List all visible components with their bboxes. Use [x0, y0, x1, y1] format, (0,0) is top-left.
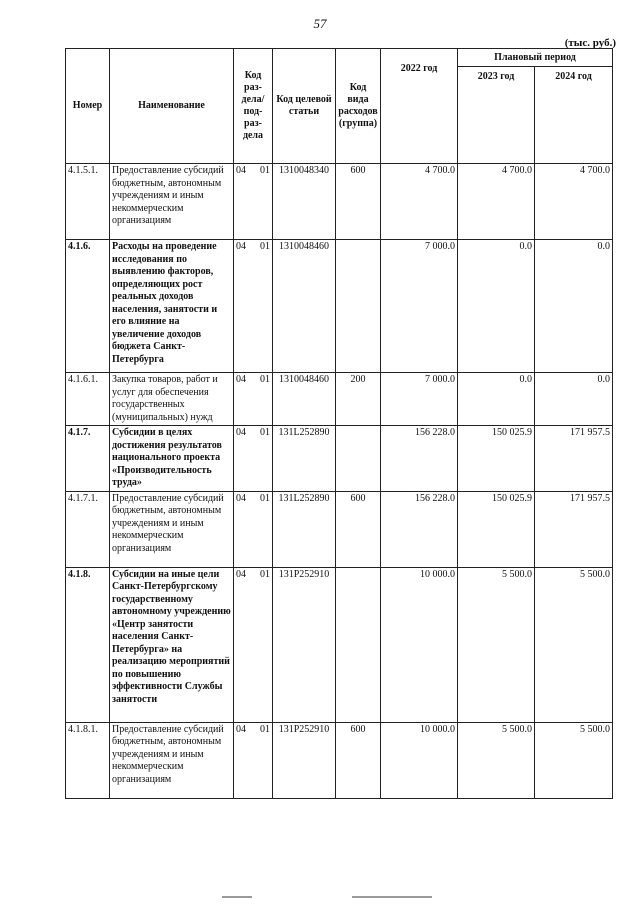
row-name: Субсидии на иные цели Санкт-Петербургскому государственному автономному учреждению «Центр занятости населения Санкт-Петербурга» на реализацию мероприятий по повышению эффективности Службы занятости	[110, 567, 234, 722]
row-name: Предоставление субсидий бюджетным, автономным учреждениям и иным некоммерческим организациям	[110, 164, 234, 240]
row-2023: 4 700.0	[458, 164, 535, 240]
table-row	[66, 373, 613, 426]
row-vid	[336, 426, 381, 492]
row-razdel	[234, 373, 273, 426]
row-razdel	[234, 722, 273, 798]
table-row	[66, 426, 613, 492]
header-target: Код целевой статьи	[273, 49, 336, 164]
row-target: 131L252890	[273, 426, 336, 492]
podrazdel-code: 01	[260, 241, 270, 252]
row-number: 4.1.8.	[66, 567, 110, 722]
row-vid	[336, 240, 381, 373]
row-2022: 10 000.0	[381, 722, 458, 798]
row-razdel	[234, 164, 273, 240]
row-2022: 7 000.0	[381, 240, 458, 373]
row-2024: 4 700.0	[535, 164, 613, 240]
row-razdel	[234, 240, 273, 373]
row-2023: 0.0	[458, 373, 535, 426]
row-target: 131L252890	[273, 491, 336, 567]
row-name: Расходы на проведение исследования по выявлению факторов, определяющих рост реальных доходов населения, занятости и его влияние на увеличение доходов бюджета Санкт-Петербурга	[110, 240, 234, 373]
podrazdel-code: 01	[260, 492, 270, 504]
row-target: 1310048460	[273, 240, 336, 373]
row-target: 1310048460	[273, 373, 336, 426]
row-name: Предоставление субсидий бюджетным, автономным учреждениям и иным некоммерческим организациям	[110, 722, 234, 798]
scan-edge-marks	[0, 896, 640, 905]
row-name: Субсидии в целях достижения результатов национального проекта «Производительность труда»	[110, 426, 234, 492]
row-2024: 171 957.5	[535, 491, 613, 567]
row-2024: 0.0	[535, 373, 613, 426]
row-vid: 600	[336, 164, 381, 240]
table-row	[66, 164, 613, 240]
podrazdel-code: 01	[260, 568, 270, 580]
row-2024: 0.0	[535, 240, 613, 373]
row-2023: 150 025.9	[458, 491, 535, 567]
row-vid: 200	[336, 373, 381, 426]
row-number: 4.1.7.1.	[66, 491, 110, 567]
row-name: Закупка товаров, работ и услуг для обеспечения государственных (муниципальных) нужд	[110, 373, 234, 426]
row-number: 4.1.8.1.	[66, 722, 110, 798]
row-target: 131P252910	[273, 567, 336, 722]
table-row	[66, 491, 613, 567]
row-number: 4.1.7.	[66, 426, 110, 492]
row-number: 4.1.6.	[66, 240, 110, 373]
header-name: Наименование	[110, 49, 234, 164]
row-number: 4.1.5.1.	[66, 164, 110, 240]
razdel-code: 04	[236, 374, 246, 385]
row-vid: 600	[336, 722, 381, 798]
header-vid: Код вида расходов (группа)	[336, 49, 381, 164]
page-number: 57	[313, 16, 327, 31]
row-2023: 5 500.0	[458, 567, 535, 722]
row-2023: 0.0	[458, 240, 535, 373]
budget-table	[65, 48, 613, 799]
razdel-code: 04	[236, 723, 246, 735]
row-2022: 156 228.0	[381, 491, 458, 567]
table-row	[66, 722, 613, 798]
row-2022: 156 228.0	[381, 426, 458, 492]
row-razdel	[234, 491, 273, 567]
row-razdel	[234, 426, 273, 492]
row-name: Предоставление субсидий бюджетным, автономным учреждениям и иным некоммерческим организациям	[110, 491, 234, 567]
header-2023: 2023 год	[458, 67, 535, 164]
row-number: 4.1.6.1.	[66, 373, 110, 426]
row-razdel	[234, 567, 273, 722]
header-razdel: Код раз-дела/ под-раз-дела	[234, 49, 273, 164]
podrazdel-code: 01	[260, 165, 270, 176]
row-2022: 10 000.0	[381, 567, 458, 722]
razdel-code: 04	[236, 427, 246, 438]
row-target: 131P252910	[273, 722, 336, 798]
podrazdel-code: 01	[260, 427, 270, 438]
row-2024: 5 500.0	[535, 567, 613, 722]
scan-mark	[352, 896, 432, 898]
row-2023: 5 500.0	[458, 722, 535, 798]
scan-mark	[222, 896, 252, 898]
razdel-code: 04	[236, 492, 246, 504]
razdel-code: 04	[236, 568, 246, 580]
row-2024: 5 500.0	[535, 722, 613, 798]
table-row	[66, 240, 613, 373]
header-2024: 2024 год	[535, 67, 613, 164]
row-2023: 150 025.9	[458, 426, 535, 492]
header-nomer: Номер	[66, 49, 110, 164]
row-2024: 171 957.5	[535, 426, 613, 492]
row-vid	[336, 567, 381, 722]
row-2022: 4 700.0	[381, 164, 458, 240]
row-2022: 7 000.0	[381, 373, 458, 426]
razdel-code: 04	[236, 241, 246, 252]
razdel-code: 04	[236, 165, 246, 176]
row-vid: 600	[336, 491, 381, 567]
header-2022: 2022 год	[381, 49, 458, 164]
podrazdel-code: 01	[260, 374, 270, 385]
header-plan: Плановый период	[458, 49, 613, 67]
row-target: 1310048340	[273, 164, 336, 240]
units-label: (тыс. руб.)	[564, 37, 616, 49]
table-row	[66, 567, 613, 722]
podrazdel-code: 01	[260, 723, 270, 735]
